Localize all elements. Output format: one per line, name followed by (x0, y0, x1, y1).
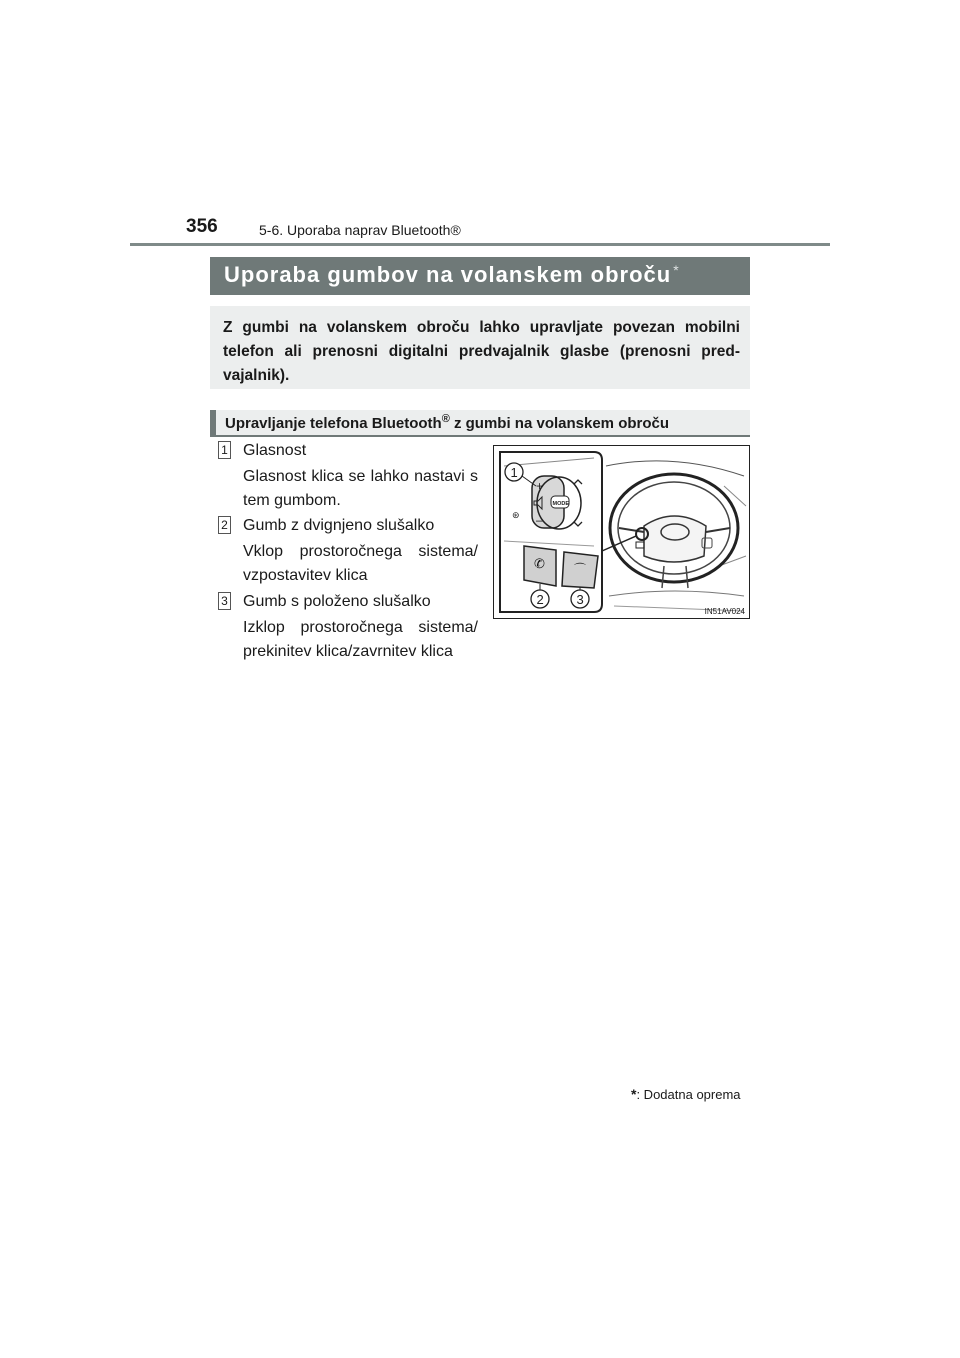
callout-1: 1 (510, 465, 518, 480)
title-bar (210, 257, 750, 295)
steering-wheel (610, 474, 738, 588)
header-rule (130, 243, 830, 246)
button-inset (500, 452, 602, 612)
item-description: Vklop prostoročnega sistema/ vzpostavitev klica (243, 543, 478, 584)
steering-wheel-illustration (494, 446, 749, 618)
svg-text:–: – (536, 513, 543, 527)
intro-box: Z gumbi na volanskem obroču lahko upravljate povezan mobilni telefon ali prenosni digitalni predvajalnik glasbe (prenosni pred-vajalnik). (210, 306, 750, 389)
section-label: 5-6. Uporaba naprav Bluetooth® (259, 222, 461, 238)
item-description: Izklop prostoročnega sistema/ prekinitev klica/zavrnitev klica (243, 619, 478, 660)
mode-button-label: MODE (552, 501, 569, 507)
item-number-box: 1 (218, 441, 231, 459)
svg-text:⊛: ⊛ (512, 510, 520, 520)
title-asterisk: * (673, 262, 680, 278)
item-label: Glasnost (243, 442, 307, 459)
footnote-text: : Dodatna oprema (636, 1087, 741, 1102)
list-item (218, 514, 478, 588)
callout-3: 3 (576, 592, 584, 607)
list-item (218, 590, 478, 664)
subheading (210, 410, 750, 437)
subheading-text-end: z gumbi na volanskem obroču (449, 415, 670, 432)
item-label: Gumb z dvignjeno slušalko (243, 517, 435, 534)
hangup-icon: ⌒ (574, 562, 587, 576)
footnote-asterisk: * (631, 1086, 637, 1102)
registered-mark: ® (441, 413, 450, 425)
page-number: 356 (186, 216, 218, 237)
steering-wheel-figure (493, 445, 750, 619)
item-label: Gumb s položeno slušalko (243, 593, 431, 610)
item-number-box: 2 (218, 516, 231, 534)
item-number-box: 3 (218, 592, 231, 610)
subheading-text-start: Upravljanje telefona Bluetooth (225, 415, 442, 432)
figure-code: IN51AV024 (704, 607, 745, 616)
title-text: Uporaba gumbov na volanskem obroču (224, 262, 672, 287)
list-item (218, 439, 478, 513)
footnote (631, 1086, 741, 1102)
callout-2: 2 (536, 592, 544, 607)
item-description: Glasnost klica se lahko nastavi s tem gumbom. (243, 468, 478, 509)
pickup-icon: ✆ (534, 557, 545, 572)
svg-text:+: + (536, 479, 544, 493)
